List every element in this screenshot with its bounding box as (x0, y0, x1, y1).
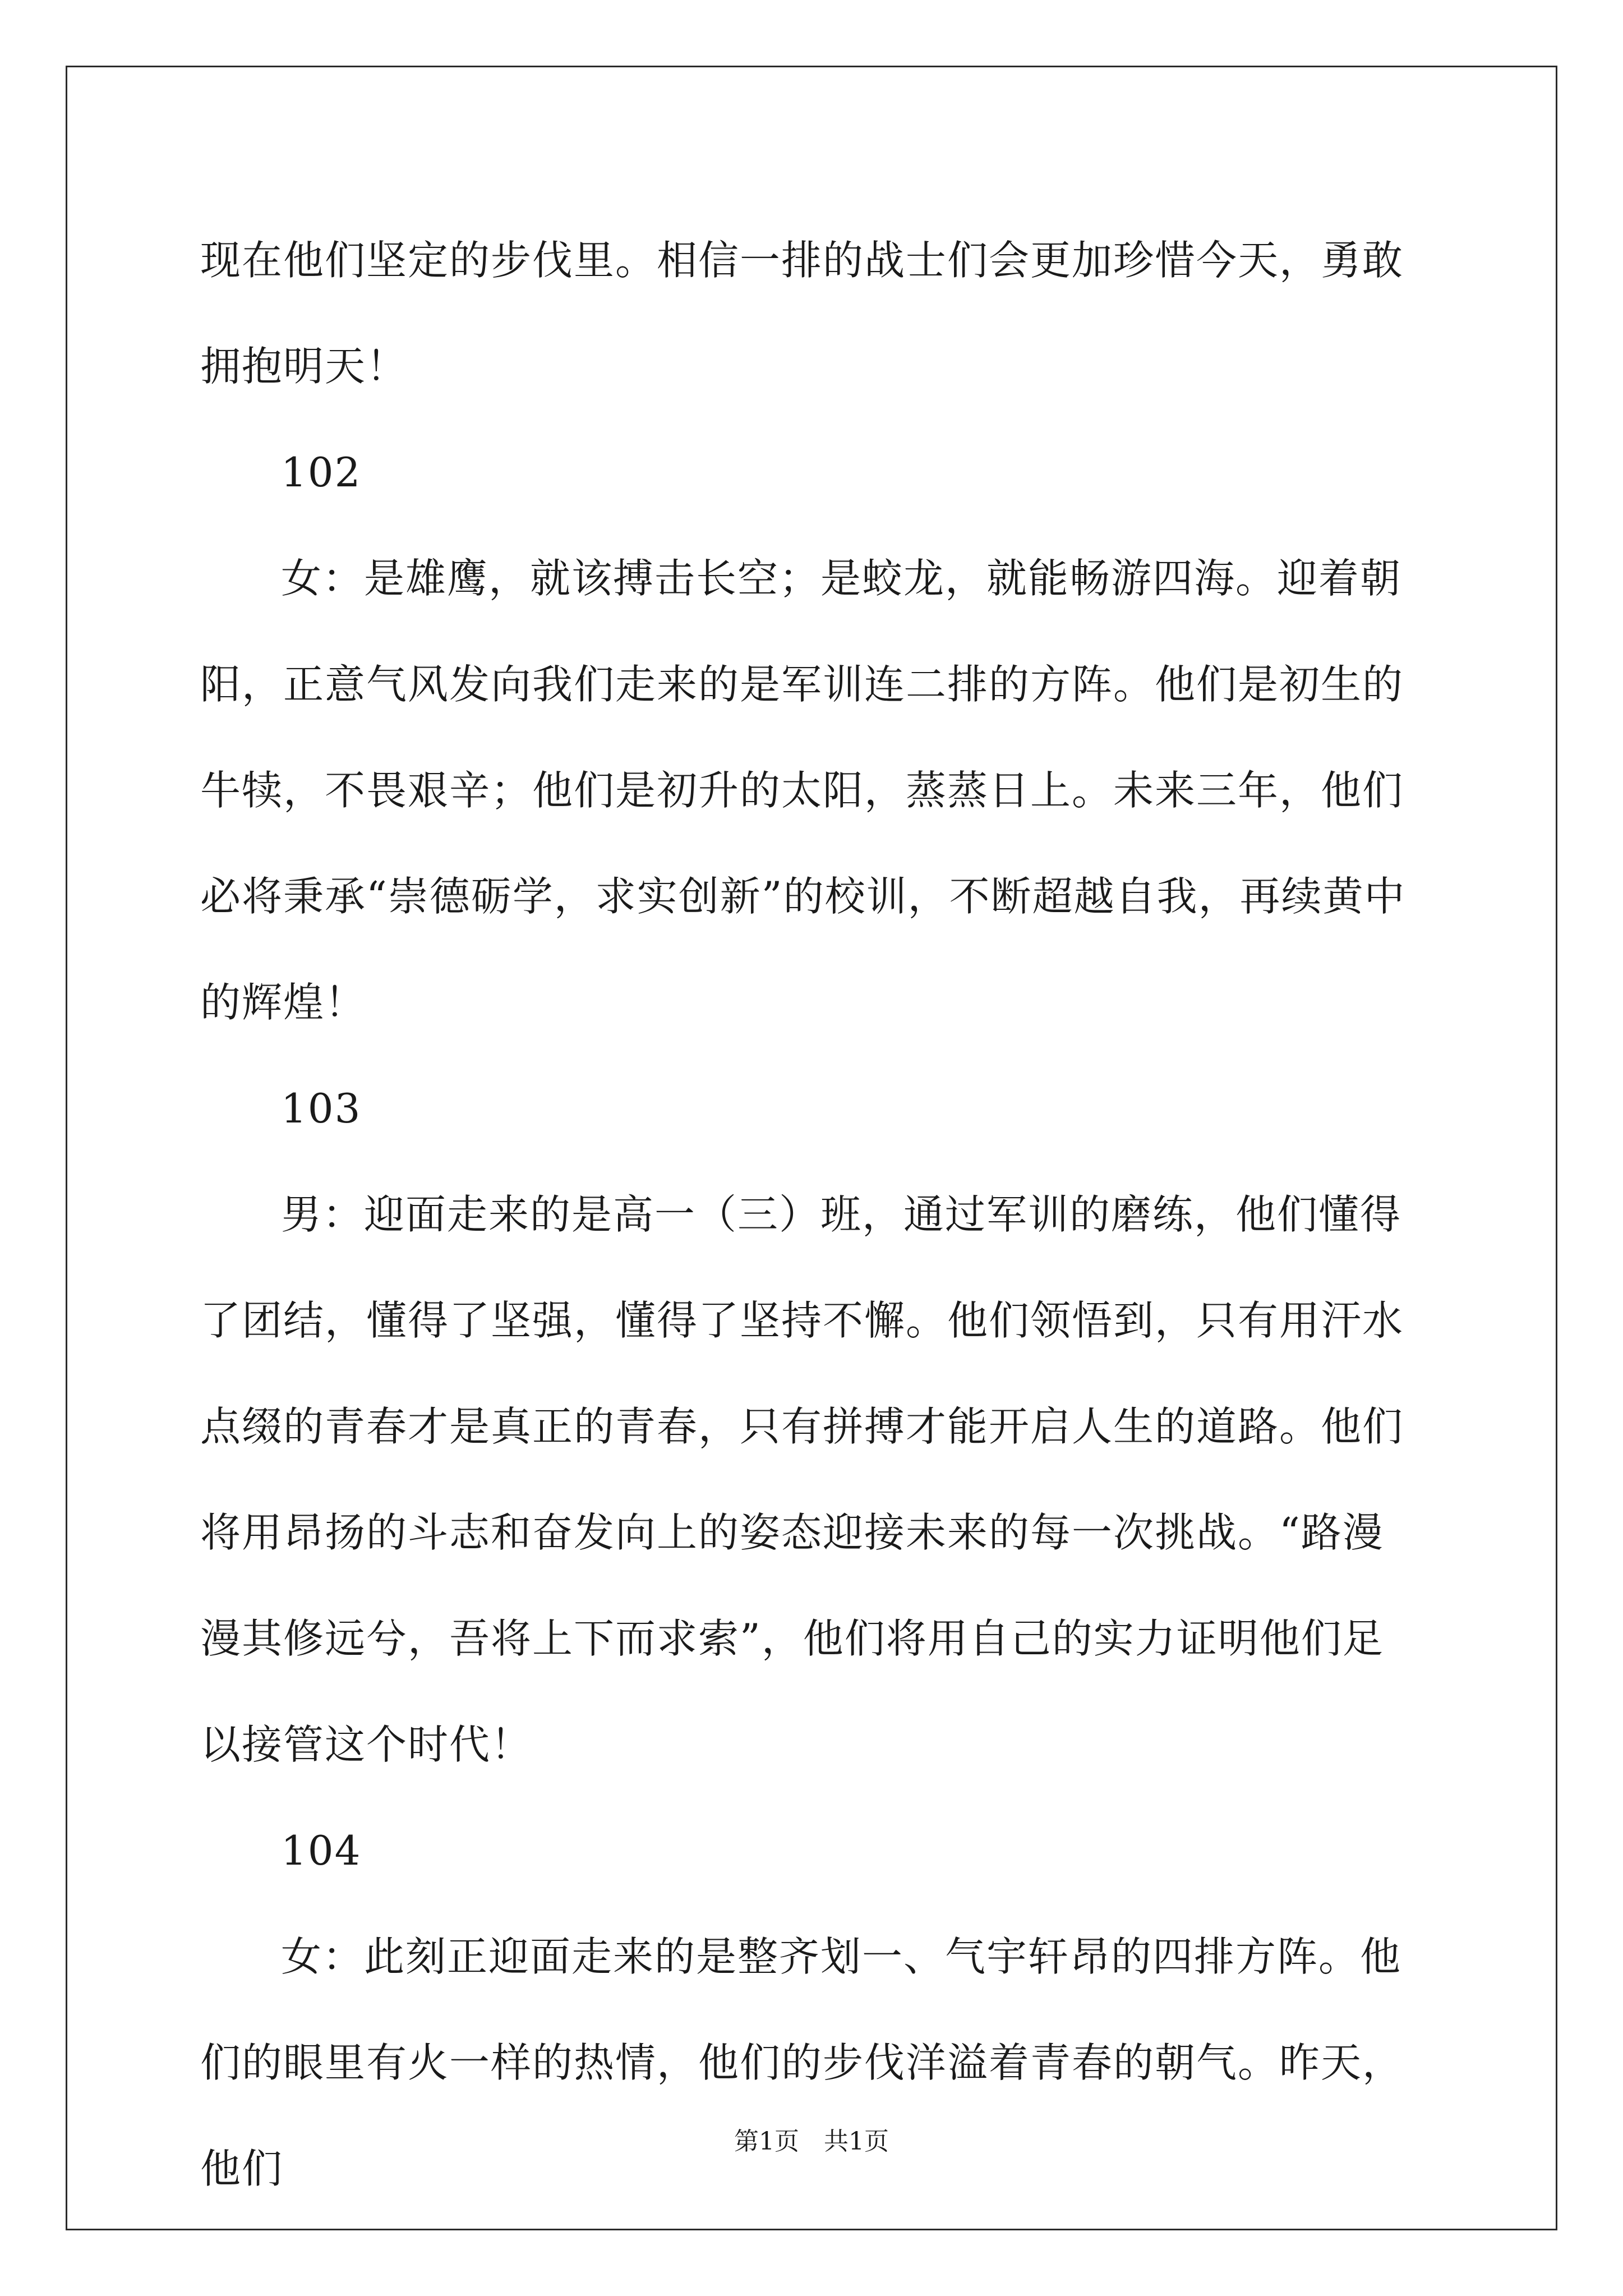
page-number-current: 第1页 (734, 2127, 799, 2156)
page-number-total: 共1页 (824, 2127, 889, 2156)
paragraph-male-103: 男：迎面走来的是高一（三）班，通过军训的磨练，他们懂得了团结，懂得了坚强，懂得了坚持不懈。他们领悟到，只有用汗水点缀的青春才是真正的青春，只有拼搏才能开启人生的道路。他们将用昂扬的斗志和奋发向上的姿态迎接未来的每一次挑战。“路漫漫其修远兮，吾将上下而求索”，他们将用自己的实力证明他们足以接管这个时代！ (200, 1191, 1404, 1768)
paragraph-female-102: 女：是雄鹰，就该搏击长空；是蛟龙，就能畅游四海。迎着朝阳，正意气风发向我们走来的是军训连二排的方阵。他们是初生的牛犊，不畏艰辛；他们是初升的太阳，蒸蒸日上。未来三年，他们必将秉承“崇德砺学，求实创新”的校训，不断超越自我，再续黄中的辉煌！ (200, 555, 1406, 1026)
section-number-103: 103 (281, 1085, 362, 1132)
page-footer (0, 2125, 1623, 2159)
document-body (200, 208, 1423, 2222)
section-number-104: 104 (281, 1827, 362, 1874)
paragraph-female-104: 女：此刻正迎面走来的是整齐划一、气宇轩昂的四排方阵。他们的眼里有火一样的热情，他们的步伐洋溢着青春的朝气。昨天，他们 (200, 1933, 1404, 2192)
paragraph-continuation: 现在他们坚定的步伐里。相信一排的战士们会更加珍惜今天，勇敢拥抱明天！ (200, 237, 1404, 390)
section-number-102: 102 (281, 449, 362, 496)
